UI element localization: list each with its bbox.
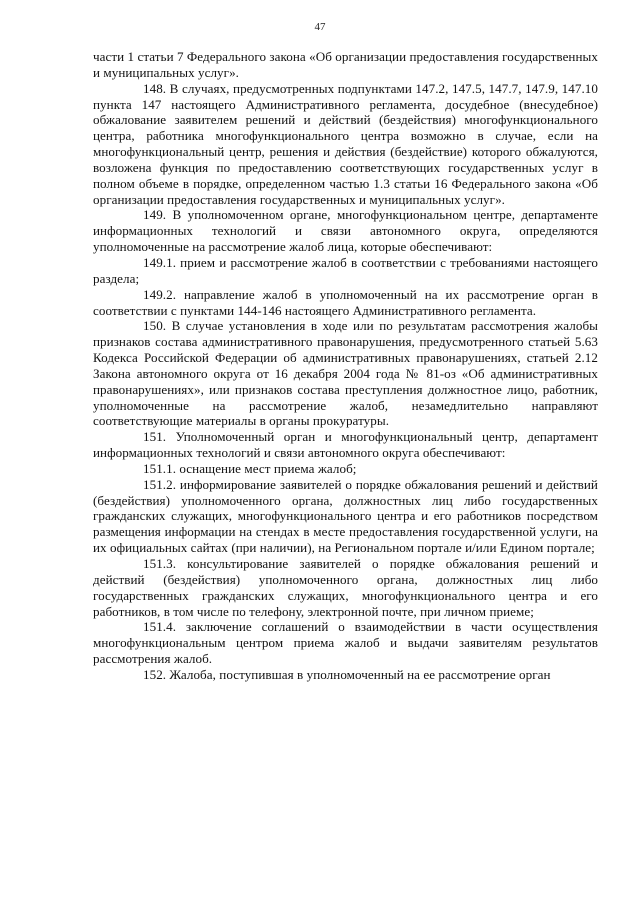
paragraph-149: 149. В уполномоченном органе, многофункциональном центре, департаменте информационных технологий и связи автономного округа, определяются уполномоченные на рассмотрение жалоб лица, которые обеспечивают: [93,207,598,255]
paragraph-continuation: части 1 статьи 7 Федерального закона «Об организации предоставления государственных и муниципальных услуг». [93,49,598,80]
paragraph-148: 148. В случаях, предусмотренных подпунктами 147.2, 147.5, 147.7, 147.9, 147.10 пункта 147 настоящего Административного регламента, досудебное (внесудебное) обжалование заявителем решений и действий (бездействия) многофункционального центра, работника многофункционального центра возможно в случае, если на многофункциональный центр, решения и действия (бездействие) которого обжалуются, возложена функция по предоставлению соответствующих государственных услуг в полном объеме в порядке, определенном частью 1.3 статьи 16 Федерального закона «Об организации предоставления государственных и муниципальных услуг». [93,80,598,207]
paragraph-150: 150. В случае установления в ходе или по результатам рассмотрения жалобы признаков состава административного правонарушения, предусмотренного статьей 5.63 Кодекса Российской Федерации об административных правонарушениях, статьей 2.12 Закона автономного округа от 16 декабря 2004 года № 81-оз «Об административных правонарушениях», или признаков состава преступления должностное лицо, работник, уполномоченные на рассмотрение жалоб, незамедлительно направляют соответствующие материалы в органы прокуратуры. [93,318,598,429]
document-body [93,49,598,683]
paragraph-152: 152. Жалоба, поступившая в уполномоченный на ее рассмотрение орган [143,666,551,682]
paragraph-151-1: 151.1. оснащение мест приема жалоб; [143,460,357,476]
paragraph-151-3: 151.3. консультирование заявителей о порядке обжалования решений и действий (бездействия) уполномоченного органа, должностных лиц либо государственных гражданских служащих, многофункционального центра и его работников, в том числе по телефону, электронной почте, при личном приеме; [93,556,598,619]
paragraph-149-1: 149.1. прием и рассмотрение жалоб в соответствии с требованиями настоящего раздела; [93,254,598,286]
paragraph-151: 151. Уполномоченный орган и многофункциональный центр, департамент информационных технологий и связи автономного округа обеспечивают: [93,429,598,461]
paragraph-151-4: 151.4. заключение соглашений о взаимодействии в части осуществления многофункциональным центром приема жалоб и выдачи заявителям результатов рассмотрения жалоб. [93,619,598,667]
paragraph-149-2: 149.2. направление жалоб в уполномоченный на их рассмотрение орган в соответствии с пунктами 144-146 настоящего Административного регламента. [93,286,598,318]
paragraph-151-2: 151.2. информирование заявителей о порядке обжалования решений и действий (бездействия) уполномоченного органа, должностных лиц либо государственных гражданских служащих, многофункционального центра и его работников посредством размещения информации на стендах в месте предоставления государственной услуги, на их официальных сайтах (при наличии), на Региональном портале и/или Едином портале; [93,476,598,556]
page-number: 47 [314,21,326,33]
